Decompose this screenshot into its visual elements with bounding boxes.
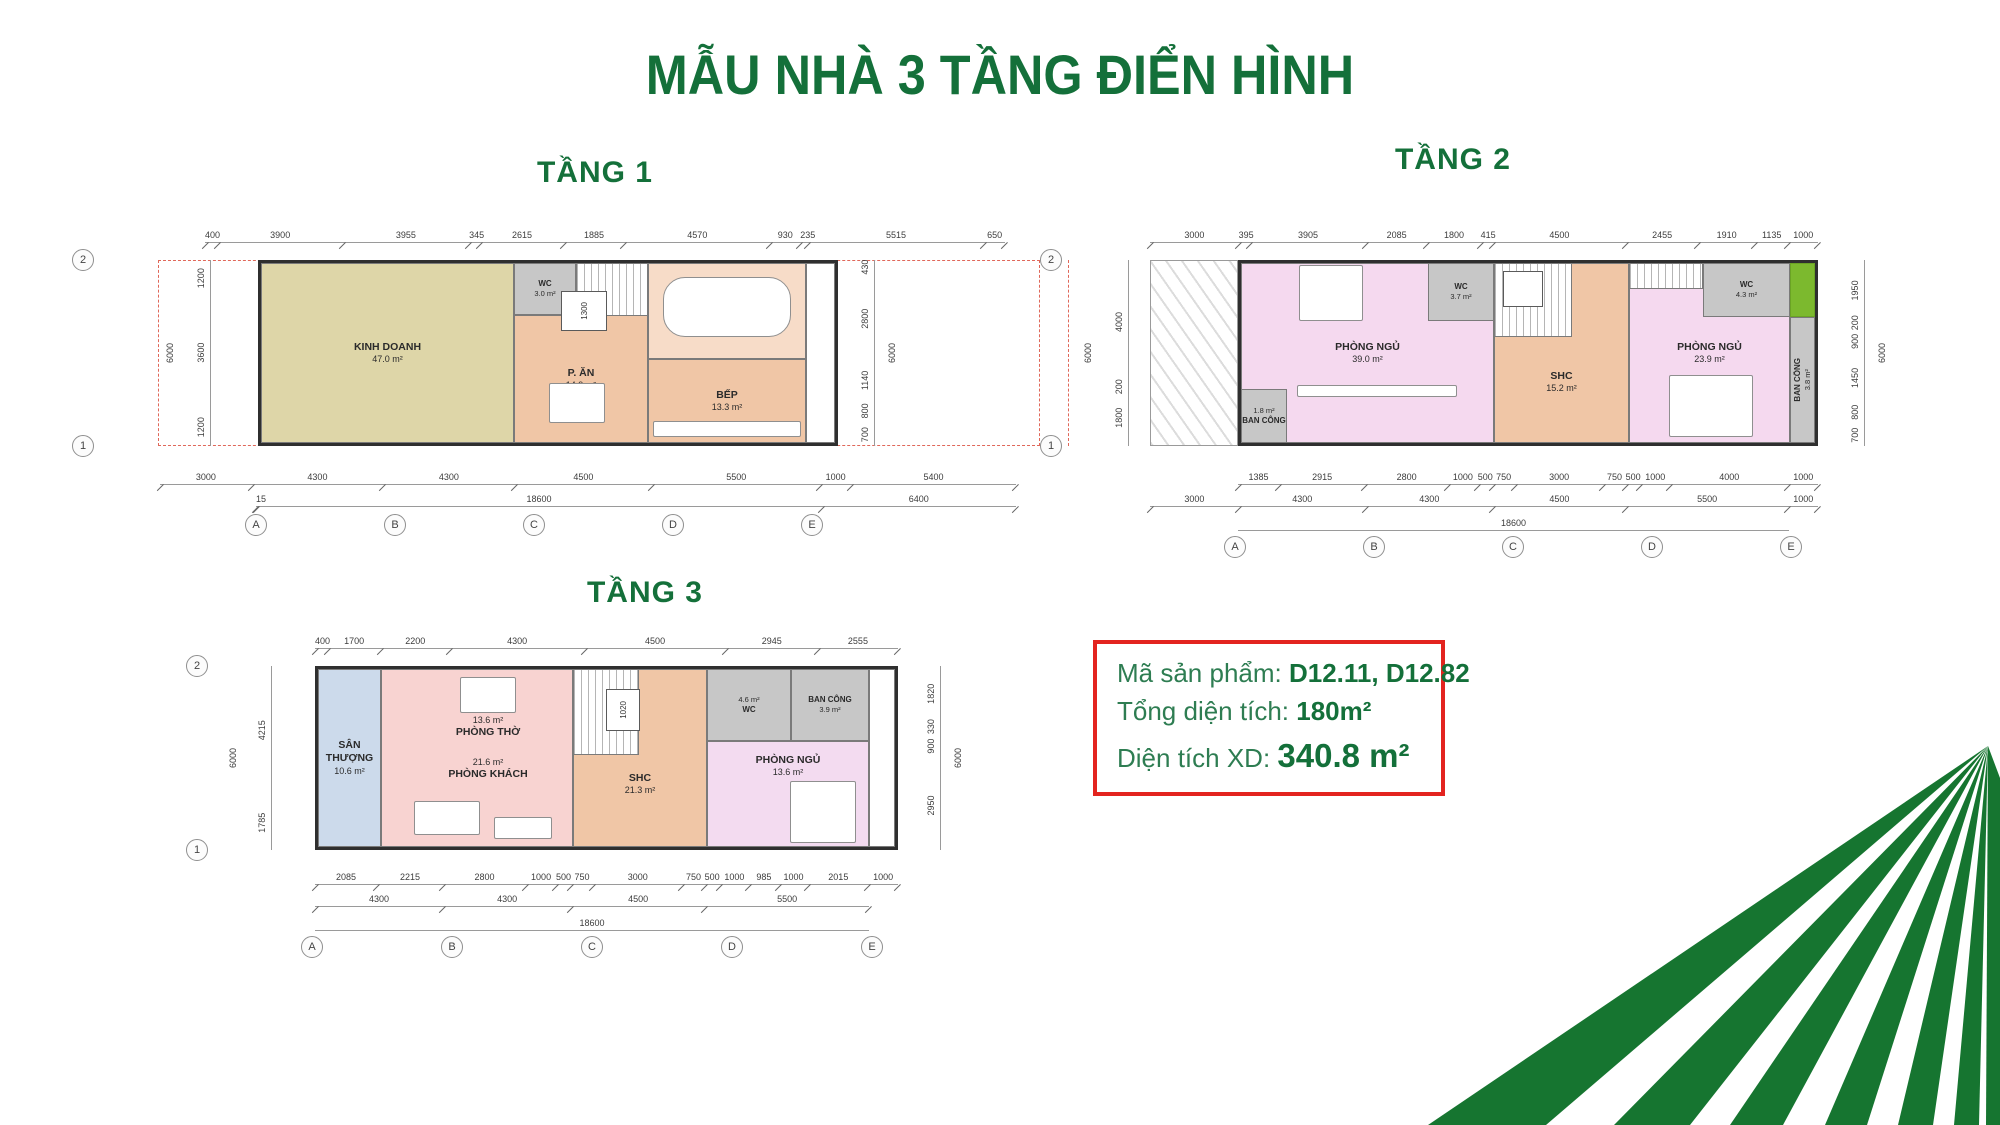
dim-value: 2800 — [860, 307, 870, 328]
dim-value: 4300 — [1366, 495, 1493, 506]
grid-bubble: A — [301, 936, 323, 958]
room-p-an: P. ĂN — [514, 315, 648, 443]
product-code-label: Mã sản phẩm: — [1117, 658, 1282, 688]
dim-value: 650 — [984, 231, 1005, 242]
dim-value: 2215 — [377, 873, 443, 884]
t3-dims-bottom-2 — [315, 890, 869, 907]
dim-value: 4300 — [383, 473, 514, 484]
sofa-icon — [494, 817, 552, 839]
dim-value: 500 — [1625, 472, 1641, 482]
dim-value: 500 — [704, 872, 720, 882]
dim-value: 395 — [1238, 230, 1254, 240]
dim-value: 750 — [1493, 473, 1515, 484]
dim-value: 2800 — [1365, 473, 1448, 484]
grid-bubble: B — [441, 936, 463, 958]
room-ban-cong-t2-right: BAN CÔNG 3.8 m² — [1790, 317, 1815, 443]
t2-dim-left-total: 6000 — [1083, 342, 1093, 364]
t1-dims-top — [205, 226, 1005, 243]
t2-dims-top — [1150, 226, 1818, 243]
room-phong-ngu-23: PHÒNG NGỦ 23.9 m² — [1629, 263, 1790, 443]
dim-value: 4300 — [443, 895, 571, 906]
t2-stair-strip — [1629, 263, 1703, 289]
dim-value: 4000 — [1114, 311, 1124, 333]
bed-icon — [1299, 265, 1363, 321]
dim-value: 3900 — [218, 231, 343, 242]
construction-area-label: Diện tích XD: — [1117, 743, 1271, 774]
dim-value: 4500 — [1493, 231, 1626, 242]
dim-value: 1000 — [526, 873, 556, 884]
dim-value: 1000 — [720, 873, 750, 884]
dim-value: 500 — [555, 872, 571, 882]
product-info-box — [1093, 640, 1470, 796]
dim-value: 3600 — [196, 342, 206, 364]
t3-dims-right — [922, 666, 941, 850]
dim-value: 2950 — [926, 794, 936, 815]
grid-bubble: A — [1224, 536, 1246, 558]
dim-value: 1910 — [1698, 231, 1754, 242]
dim-value: 1450 — [1850, 367, 1860, 388]
dim-value: 6400 — [822, 495, 1016, 506]
t3-dims-bottom-3: 18600 — [315, 912, 869, 931]
dim-value: 5500 — [1626, 495, 1789, 506]
dim-value: 345 — [469, 230, 485, 240]
dim-value: 2945 — [726, 637, 818, 648]
dim-value: 930 — [770, 231, 800, 242]
dim-value: 3000 — [1150, 495, 1239, 506]
construction-area-value: 340.8 m² — [1277, 737, 1410, 775]
room-wc-t3: 4.6 m² WC — [707, 669, 791, 741]
t1-dims-left — [192, 260, 211, 446]
t3-dims-top — [315, 632, 898, 649]
t2-grid-columns — [1224, 536, 1802, 558]
dim-value: 700 — [1850, 427, 1860, 443]
dim-value: 800 — [1850, 404, 1860, 420]
grid-bubble: D — [721, 936, 743, 958]
t1-dims-right — [856, 260, 875, 446]
grid-bubble: B — [384, 514, 406, 536]
dim-value: 4500 — [571, 895, 705, 906]
dim-value: 750 — [682, 873, 704, 884]
dim-value: 1820 — [926, 683, 936, 704]
t1-elevator: 1300 — [561, 291, 607, 331]
dim-value: 1800 — [1427, 231, 1480, 242]
dim-value: 235 — [800, 230, 816, 240]
altar-table-icon — [460, 677, 516, 713]
dim-value: 3000 — [593, 873, 682, 884]
dim-value: 200 — [1850, 316, 1860, 332]
room-shc-t3: SHC 21.3 m² — [573, 669, 707, 847]
t2-lot-line — [1068, 260, 1069, 446]
dim-value: 400 — [315, 636, 331, 646]
dim-value: 3905 — [1250, 231, 1365, 242]
dim-value: 4215 — [257, 720, 267, 741]
t3-grid-columns — [301, 936, 883, 958]
dim-value: 985 — [749, 873, 778, 884]
green-rays-decoration — [1428, 738, 2000, 1125]
t1-building — [258, 260, 838, 446]
floor-title-t3: TẦNG 3 — [586, 576, 703, 609]
dim-value: 1000 — [868, 873, 898, 884]
dim-value: 2615 — [480, 231, 564, 242]
dim-value: 1000 — [1640, 473, 1670, 484]
floor-title-t2: TẦNG 2 — [1394, 143, 1511, 176]
room-wc-t2-2: WC 4.3 m² — [1703, 263, 1790, 317]
t1-gate-bay — [806, 263, 835, 443]
phong-tho-label: 13.6 m² PHÒNG THỜ — [455, 715, 521, 739]
t1-grid-columns — [245, 514, 823, 536]
dim-value: 18600 — [256, 495, 821, 506]
t3-side-bay — [869, 669, 895, 847]
room-bep: BẾP 13.3 m² — [648, 359, 806, 443]
dim-value: 2800 — [443, 873, 526, 884]
room-shc-t2: SHC 15.2 m² — [1494, 263, 1629, 443]
t2-green-planter — [1790, 263, 1815, 317]
t3-elevator: 1020 — [606, 689, 640, 731]
dim-value: 1885 — [564, 231, 624, 242]
dim-value: 3000 — [1150, 231, 1239, 242]
dim-value: 4300 — [252, 473, 383, 484]
grid-bubble: E — [861, 936, 883, 958]
product-code-line — [1117, 658, 1470, 689]
grid-bubble: A — [245, 514, 267, 536]
grid-bubble: B — [1363, 536, 1385, 558]
total-area-label: Tổng diện tích: — [1117, 696, 1289, 727]
t3-dim-left-total: 6000 — [228, 747, 238, 769]
dim-value: 2915 — [1279, 473, 1365, 484]
dim-value: 400 — [205, 230, 221, 240]
room-wc-t2-1: WC 3.7 m² — [1428, 263, 1494, 321]
dim-value: 700 — [860, 427, 870, 443]
dim-value: 1200 — [196, 268, 206, 289]
t1-dim-left-total: 6000 — [165, 342, 175, 364]
t3-grid-row-2: 2 — [186, 655, 208, 677]
dim-value: 4300 — [1239, 495, 1366, 506]
room-phong-ngu-t3: PHÒNG NGỦ 13.6 m² — [707, 741, 869, 847]
grid-bubble: E — [801, 514, 823, 536]
dim-value: 1800 — [1114, 408, 1124, 429]
dim-value: 1000 — [1788, 473, 1818, 484]
dim-value: 415 — [1480, 230, 1496, 240]
bed-icon — [1669, 375, 1753, 437]
dim-value: 2085 — [315, 873, 377, 884]
dim-value: 2085 — [1366, 231, 1428, 242]
t3-dims-bottom-1 — [315, 868, 898, 885]
t3-dims-left — [253, 666, 272, 850]
dim-value: 5515 — [808, 231, 984, 242]
dim-value: 1000 — [820, 473, 851, 484]
t2-dims-bottom-3: 18600 — [1238, 512, 1789, 531]
dim-value: 4000 — [1670, 473, 1788, 484]
t1-grid-row-2: 2 — [72, 249, 94, 271]
dim-value: 1385 — [1238, 473, 1279, 484]
t2-dims-right — [1846, 260, 1865, 446]
t3-grid-row-1: 1 — [186, 839, 208, 861]
t2-dims-left — [1110, 260, 1129, 446]
page-title: MẪU NHÀ 3 TẦNG ĐIỂN HÌNH — [645, 43, 1355, 106]
room-ban-cong-t3: BAN CÔNG 3.9 m² — [791, 669, 869, 741]
dim-value: 1000 — [1788, 231, 1818, 242]
dim-value: 1000 — [779, 873, 809, 884]
grid-bubble: D — [662, 514, 684, 536]
t2-dims-bottom-2 — [1150, 490, 1818, 507]
grid-bubble: C — [523, 514, 545, 536]
dim-value: 1000 — [1788, 495, 1818, 506]
dining-table-icon — [549, 383, 605, 423]
dim-value: 1135 — [1755, 231, 1789, 242]
bed-icon — [790, 781, 856, 843]
dim-value: 1140 — [860, 370, 870, 391]
dim-value: 1700 — [328, 637, 381, 648]
grid-bubble: E — [1780, 536, 1802, 558]
dim-value: 900 — [926, 738, 936, 754]
dim-value: 3000 — [160, 473, 252, 484]
dim-value: 1000 — [1448, 473, 1478, 484]
room-kinh-doanh: KINH DOANH 47.0 m² — [261, 263, 514, 443]
room-wc-t1: WC 3.0 m² — [514, 263, 576, 315]
dim-value: 1950 — [1850, 280, 1860, 301]
floor-title-t1: TẦNG 1 — [536, 156, 653, 189]
t2-dim-right-total: 6000 — [1877, 342, 1887, 364]
t1-dims-bottom-1 — [160, 468, 1016, 485]
dim-value: 4300 — [450, 637, 585, 648]
dim-value: 4570 — [624, 231, 770, 242]
total-area-line — [1117, 696, 1421, 727]
room-phong-ngu-39: PHÒNG NGỦ 39.0 m² — [1241, 263, 1494, 443]
t1-dim-right-total: 6000 — [887, 342, 897, 364]
total-area-value: 180m² — [1296, 696, 1372, 727]
sofa-icon — [414, 801, 480, 835]
dim-value: 1785 — [257, 812, 267, 833]
car-outline-icon — [663, 277, 791, 337]
dim-value: 2455 — [1626, 231, 1699, 242]
t3-building — [315, 666, 898, 850]
t1-grid-row-1: 1 — [72, 435, 94, 457]
t2-building — [1238, 260, 1818, 446]
dim-value: 800 — [860, 403, 870, 419]
dim-value: 4500 — [515, 473, 653, 484]
t1-dims-bottom-2 — [256, 490, 1016, 507]
dim-value: 200 — [1114, 379, 1124, 395]
t2-elevator — [1503, 271, 1543, 307]
grid-bubble: C — [1502, 536, 1524, 558]
t2-grid-row-2: 2 — [1040, 249, 1062, 271]
dim-value: 1200 — [196, 417, 206, 438]
dim-value: 2200 — [381, 637, 450, 648]
dim-value: 2015 — [808, 873, 868, 884]
dim-value: 5500 — [652, 473, 820, 484]
dim-value: 4500 — [585, 637, 726, 648]
grid-bubble: C — [581, 936, 603, 958]
product-code-value: D12.11, D12.82 — [1288, 658, 1470, 688]
t3-dim-right-total: 6000 — [953, 747, 963, 769]
kitchen-counter-icon — [653, 421, 801, 437]
dim-value: 500 — [1477, 472, 1493, 482]
dim-value: 430 — [860, 259, 870, 275]
dim-value: 330 — [926, 719, 936, 735]
dim-value: 5500 — [705, 895, 869, 906]
phong-khach-label: 21.6 m² PHÒNG KHÁCH — [448, 757, 528, 781]
dim-value: 4300 — [315, 895, 443, 906]
room-ban-cong-t2-left: 1.8 m² BAN CÔNG — [1241, 389, 1287, 443]
construction-area-line — [1117, 736, 1421, 776]
dim-value: 900 — [1850, 333, 1860, 349]
grid-bubble: D — [1641, 536, 1663, 558]
dim-value: 4500 — [1493, 495, 1626, 506]
t2-dims-bottom-1 — [1238, 468, 1818, 485]
dim-value: 750 — [1603, 473, 1625, 484]
dim-value: 3955 — [343, 231, 470, 242]
dim-value: 2555 — [818, 637, 898, 648]
dim-value: 750 — [571, 873, 593, 884]
t2-grid-row-1: 1 — [1040, 435, 1062, 457]
dim-value: 3000 — [1515, 473, 1604, 484]
dim-value: 5400 — [851, 473, 1016, 484]
t2-front-deck — [1150, 260, 1238, 446]
wardrobe-icon — [1297, 385, 1457, 397]
room-san-thuong: SÂN THƯỢNG 10.6 m² — [318, 669, 381, 847]
